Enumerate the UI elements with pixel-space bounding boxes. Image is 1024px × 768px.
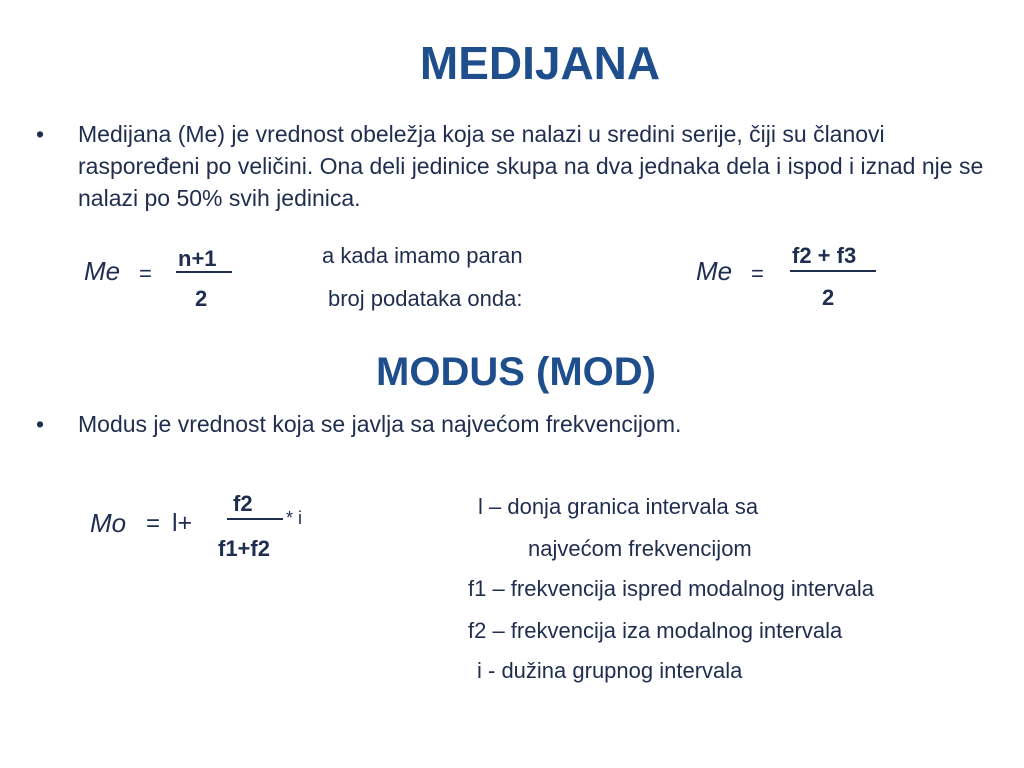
legend-l-line1: l – donja granica intervala sa <box>478 494 759 519</box>
legend-f2: f2 – frekvencija iza modalnog intervala <box>468 618 843 643</box>
section-title: MODUS (MOD) <box>376 350 656 394</box>
even-note-line1: a kada imamo paran <box>322 243 523 268</box>
formula-l-term: l+ <box>172 509 193 537</box>
fraction-bar <box>176 271 232 273</box>
page-title: MEDIJANA <box>419 37 661 89</box>
formula-numerator: f2 + f3 <box>792 243 857 268</box>
formula-denominator: 2 <box>822 285 835 310</box>
bullet-marker: • <box>36 121 45 147</box>
fraction-bar <box>790 270 876 272</box>
formula-equals: = <box>146 510 161 537</box>
formula-denominator: 2 <box>195 286 208 311</box>
formula-numerator: f2 <box>233 491 253 516</box>
formula-lhs: Me <box>84 256 121 286</box>
legend-f1: f1 – frekvencija ispred modalnog intervala <box>468 576 875 601</box>
fraction-bar <box>227 518 283 520</box>
mode-definition-text: Modus je vrednost koja se javlja sa najvećom frekvencijom. <box>78 411 682 437</box>
even-note-line2: broj podataka onda: <box>328 286 523 311</box>
formula-denominator: f1+f2 <box>218 536 270 561</box>
median-definition <box>36 118 996 218</box>
formula-equals: = <box>139 261 152 286</box>
formula-lhs: Mo <box>90 508 127 538</box>
mode-definition <box>36 408 996 442</box>
formula-suffix: * i <box>286 508 303 528</box>
formula-lhs: Me <box>696 256 733 286</box>
median-definition-text: Medijana (Me) je vrednost obeležja koja se nalazi u sredini serije, čiji su članovi raspoređeni po veličini. Ona deli jedinice skupa na dva jednaka dela i ispod i iznad nje se nalazi po 50% svih jedinica. <box>78 121 984 211</box>
legend-i: i - dužina grupnog intervala <box>477 658 743 683</box>
bullet-marker: • <box>36 411 45 437</box>
legend-l-line2: najvećom frekvencijom <box>528 536 752 561</box>
formula-numerator: n+1 <box>178 246 217 271</box>
formula-equals: = <box>751 261 764 286</box>
